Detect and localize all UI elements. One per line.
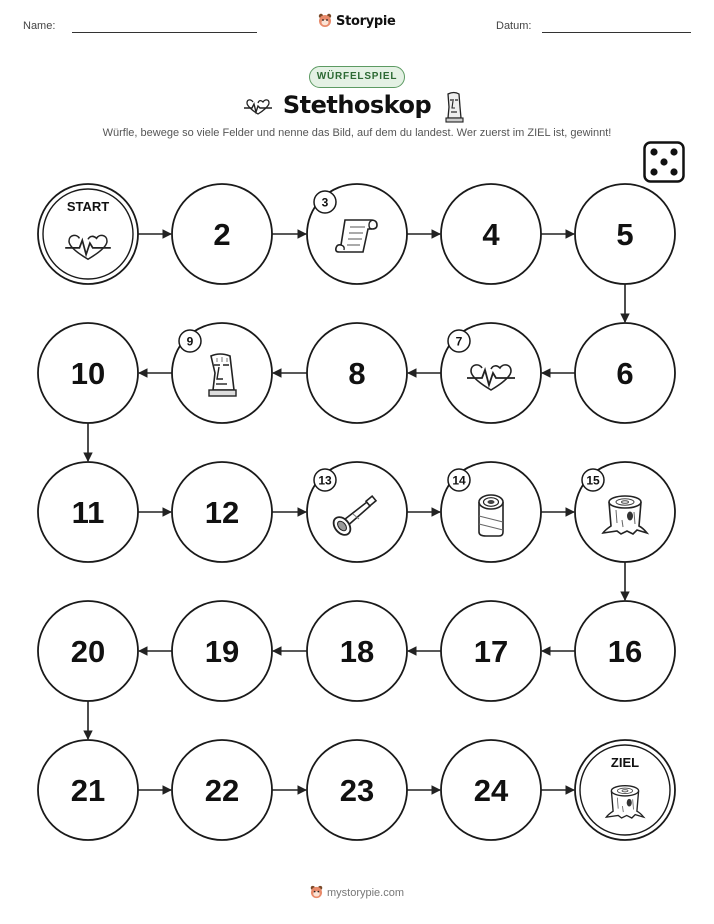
board-field-2	[172, 184, 272, 284]
field-number: 20	[70, 634, 106, 669]
instructions: Würfle, bewege so viele Felder und nenne das Bild, auf dem du landest. Wer zuerst im ZIEL ist, gewinnt!	[102, 127, 612, 139]
name-label: Name:	[23, 20, 56, 32]
board-field-21	[38, 740, 138, 840]
board-field-17	[441, 601, 541, 701]
board-field-1	[38, 184, 138, 284]
field-number: 17	[473, 634, 509, 669]
start-label: START	[66, 199, 110, 214]
field-number: 16	[607, 634, 643, 669]
field-number: 23	[339, 773, 375, 808]
game-type-badge: WÜRFELSPIEL	[309, 66, 405, 88]
board-field-13	[307, 462, 407, 562]
field-number: 2	[213, 217, 231, 252]
board-field-10	[38, 323, 138, 423]
board-field-7	[441, 323, 541, 423]
footer	[0, 885, 714, 900]
tree-stump-icon	[603, 496, 647, 534]
goal-label: ZIEL	[610, 755, 640, 770]
board-field-5	[575, 184, 675, 284]
board-field-11	[38, 462, 138, 562]
field-number: 13	[318, 473, 332, 488]
paper-roll-icon	[479, 495, 503, 536]
field-number: 7	[455, 334, 463, 349]
date-label: Datum:	[496, 20, 532, 32]
field-number: 9	[186, 334, 194, 349]
field-number: 8	[348, 356, 366, 391]
board-field-22	[172, 740, 272, 840]
field-number: 4	[482, 217, 500, 252]
board-field-16	[575, 601, 675, 701]
field-number: 18	[339, 634, 375, 669]
board-field-18	[307, 601, 407, 701]
board-field-8	[307, 323, 407, 423]
field-number: 15	[586, 473, 600, 488]
storypie-mascot-icon	[310, 885, 323, 900]
board-field-15	[575, 462, 675, 562]
field-number: 5	[616, 217, 634, 252]
board-field-9	[172, 323, 272, 423]
field-number: 14	[452, 473, 466, 488]
tree-stump-icon	[606, 786, 643, 818]
board-field-25	[575, 740, 675, 840]
brand-name: Storypie	[336, 13, 396, 29]
board-field-23	[307, 740, 407, 840]
board-field-6	[575, 323, 675, 423]
board-field-3	[307, 184, 407, 284]
board-field-24	[441, 740, 541, 840]
board-fields	[38, 184, 675, 840]
field-number: 11	[71, 495, 105, 530]
field-number: 24	[473, 773, 509, 808]
field-number: 10	[70, 356, 106, 391]
board-field-12	[172, 462, 272, 562]
board-field-20	[38, 601, 138, 701]
field-number: 3	[321, 195, 329, 210]
field-number: 6	[616, 356, 634, 391]
board-field-14	[441, 462, 541, 562]
footer-url[interactable]: mystorypie.com	[326, 886, 405, 899]
field-number: 22	[204, 773, 240, 808]
field-number: 12	[204, 495, 240, 530]
board-field-19	[172, 601, 272, 701]
page-title: Stethoskop	[282, 91, 432, 119]
board-field-4	[441, 184, 541, 284]
field-number: 19	[204, 634, 240, 669]
field-number: 21	[70, 773, 106, 808]
